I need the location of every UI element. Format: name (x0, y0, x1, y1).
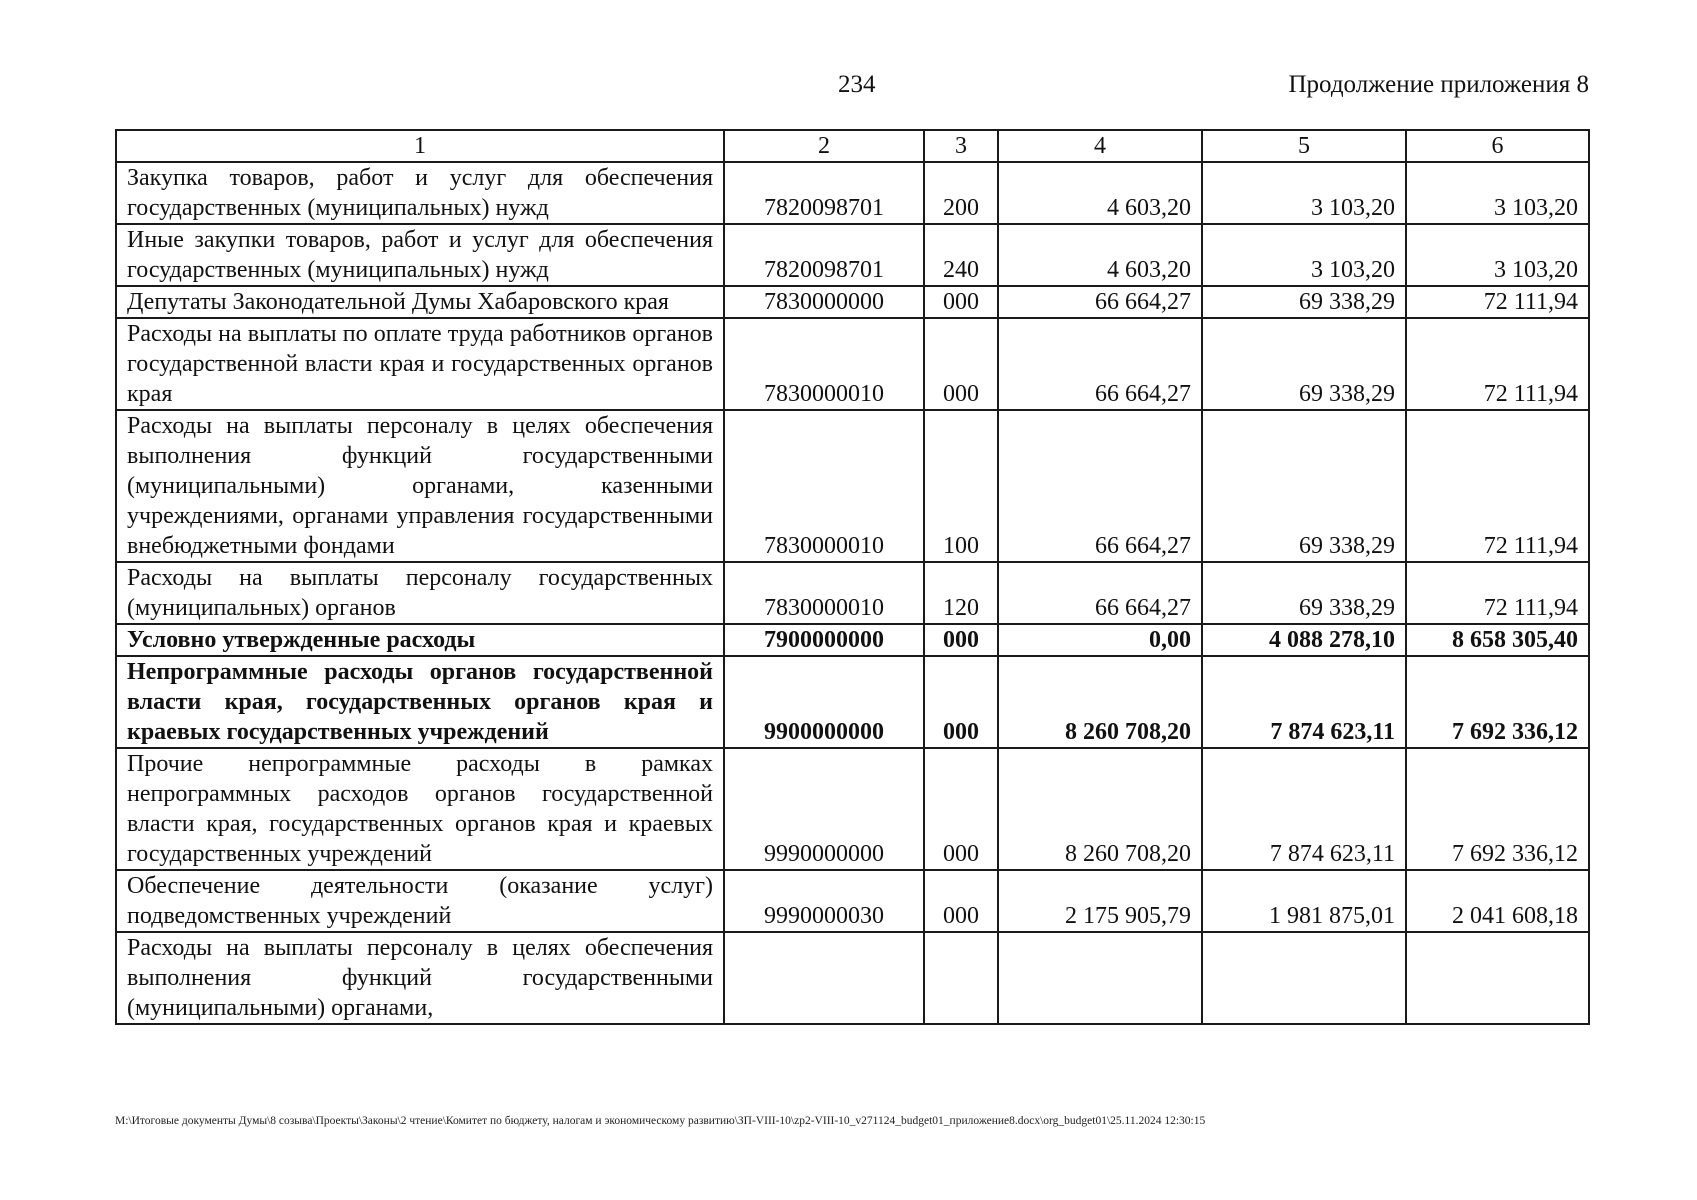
row-name-cell: Обеспечение деятельности (оказание услуг) подведомственных учреждений (116, 870, 724, 932)
budget-table-body (116, 162, 1589, 1024)
row-amount-col4-cell (998, 932, 1202, 1024)
table-row (116, 410, 1589, 562)
table-row (116, 162, 1589, 224)
row-amount-col5-cell: 7 874 623,11 (1202, 748, 1406, 870)
row-amount-col4-cell: 4 603,20 (998, 162, 1202, 224)
row-amount-col6-cell (1406, 932, 1589, 1024)
row-name-cell: Условно утвержденные расходы (116, 624, 724, 656)
column-number-row (116, 130, 1589, 162)
row-group-cell: 100 (924, 410, 998, 562)
row-amount-col6-cell: 72 111,94 (1406, 562, 1589, 624)
row-group-cell: 000 (924, 870, 998, 932)
row-name-cell: Расходы на выплаты по оплате труда работников органов государственной власти края и государственных органов края (116, 318, 724, 410)
row-amount-col6-cell: 8 658 305,40 (1406, 624, 1589, 656)
column-header-6: 6 (1406, 130, 1589, 162)
row-code-cell: 7820098701 (724, 224, 924, 286)
row-code-cell: 7830000010 (724, 410, 924, 562)
footer-file-path: M:\Итоговые документы Думы\8 созыва\Проекты\Законы\2 чтение\Комитет по бюджету, налогам и экономическому развитию\ЗП-VIII-10\zp2-VIII-10_v271124_budget01_приложение8.docx\org_budget01\25.11.2024 12:30:15 (115, 1115, 1206, 1127)
column-header-1: 1 (116, 130, 724, 162)
row-name-cell: Прочие непрограммные расходы в рамках непрограммных расходов органов государственной власти края, государственных органов края и краевых государственных учреждений (116, 748, 724, 870)
row-group-cell: 240 (924, 224, 998, 286)
appendix-note: Продолжение приложения 8 (1288, 71, 1589, 98)
row-code-cell: 9900000000 (724, 656, 924, 748)
row-amount-col5-cell: 1 981 875,01 (1202, 870, 1406, 932)
table-row (116, 624, 1589, 656)
row-code-cell: 7830000000 (724, 286, 924, 318)
table-row (116, 656, 1589, 748)
row-amount-col5-cell (1202, 932, 1406, 1024)
table-row (116, 562, 1589, 624)
row-name-cell: Расходы на выплаты персоналу в целях обеспечения выполнения функций государственными (муниципальными) органами, (116, 932, 724, 1024)
row-group-cell: 000 (924, 286, 998, 318)
row-amount-col5-cell: 7 874 623,11 (1202, 656, 1406, 748)
row-code-cell: 7830000010 (724, 318, 924, 410)
row-name-cell: Расходы на выплаты персоналу в целях обеспечения выполнения функций государственными (муниципальными) органами, казенными учреждениями, органами управления государственными внебюджетными фондами (116, 410, 724, 562)
column-header-4: 4 (998, 130, 1202, 162)
row-code-cell: 7830000010 (724, 562, 924, 624)
table-row (116, 932, 1589, 1024)
row-name-cell: Расходы на выплаты персоналу государственных (муниципальных) органов (116, 562, 724, 624)
row-name-cell: Закупка товаров, работ и услуг для обеспечения государственных (муниципальных) нужд (116, 162, 724, 224)
row-amount-col4-cell: 66 664,27 (998, 318, 1202, 410)
table-row (116, 318, 1589, 410)
column-header-5: 5 (1202, 130, 1406, 162)
row-amount-col4-cell: 66 664,27 (998, 562, 1202, 624)
row-code-cell: 7900000000 (724, 624, 924, 656)
row-group-cell (924, 932, 998, 1024)
row-amount-col4-cell: 66 664,27 (998, 286, 1202, 318)
row-group-cell: 000 (924, 624, 998, 656)
row-amount-col4-cell: 0,00 (998, 624, 1202, 656)
row-amount-col6-cell: 7 692 336,12 (1406, 748, 1589, 870)
row-group-cell: 000 (924, 656, 998, 748)
row-amount-col6-cell: 7 692 336,12 (1406, 656, 1589, 748)
row-amount-col5-cell: 3 103,20 (1202, 162, 1406, 224)
row-amount-col5-cell: 3 103,20 (1202, 224, 1406, 286)
row-group-cell: 120 (924, 562, 998, 624)
row-amount-col5-cell: 69 338,29 (1202, 318, 1406, 410)
row-amount-col6-cell: 72 111,94 (1406, 286, 1589, 318)
row-group-cell: 200 (924, 162, 998, 224)
column-header-2: 2 (724, 130, 924, 162)
row-amount-col4-cell: 4 603,20 (998, 224, 1202, 286)
row-amount-col6-cell: 3 103,20 (1406, 224, 1589, 286)
row-amount-col5-cell: 69 338,29 (1202, 286, 1406, 318)
row-amount-col6-cell: 72 111,94 (1406, 410, 1589, 562)
row-code-cell: 7820098701 (724, 162, 924, 224)
row-amount-col4-cell: 66 664,27 (998, 410, 1202, 562)
row-code-cell (724, 932, 924, 1024)
table-row (116, 748, 1589, 870)
table-row (116, 286, 1589, 318)
row-amount-col4-cell: 8 260 708,20 (998, 656, 1202, 748)
row-amount-col5-cell: 69 338,29 (1202, 410, 1406, 562)
row-group-cell: 000 (924, 748, 998, 870)
row-amount-col5-cell: 69 338,29 (1202, 562, 1406, 624)
row-amount-col4-cell: 2 175 905,79 (998, 870, 1202, 932)
table-row (116, 224, 1589, 286)
row-group-cell: 000 (924, 318, 998, 410)
row-name-cell: Непрограммные расходы органов государственной власти края, государственных органов края и краевых государственных учреждений (116, 656, 724, 748)
row-name-cell: Депутаты Законодательной Думы Хабаровского края (116, 286, 724, 318)
table-row (116, 870, 1589, 932)
row-amount-col6-cell: 72 111,94 (1406, 318, 1589, 410)
row-amount-col6-cell: 3 103,20 (1406, 162, 1589, 224)
row-amount-col6-cell: 2 041 608,18 (1406, 870, 1589, 932)
row-amount-col5-cell: 4 088 278,10 (1202, 624, 1406, 656)
budget-table (115, 129, 1590, 1025)
row-amount-col4-cell: 8 260 708,20 (998, 748, 1202, 870)
row-name-cell: Иные закупки товаров, работ и услуг для обеспечения государственных (муниципальных) нужд (116, 224, 724, 286)
row-code-cell: 9990000030 (724, 870, 924, 932)
column-header-3: 3 (924, 130, 998, 162)
row-code-cell: 9990000000 (724, 748, 924, 870)
page-number: 234 (838, 71, 876, 98)
